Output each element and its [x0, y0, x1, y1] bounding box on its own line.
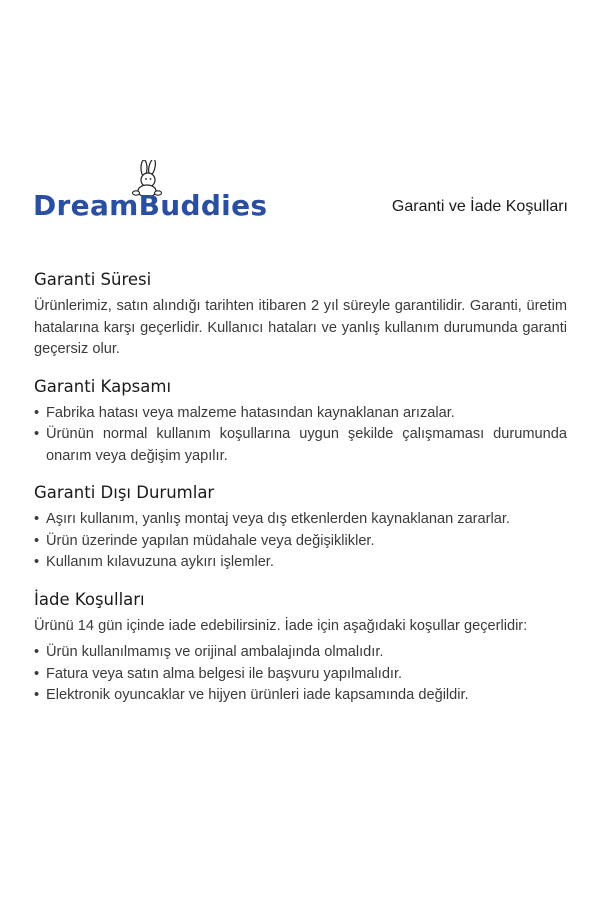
section-garanti-suresi [34, 268, 567, 361]
list-item [34, 509, 567, 531]
list-item-text: Fabrika hatası veya malzeme hatasından kaynaklanan arızalar. [46, 404, 455, 421]
list-item [34, 685, 567, 707]
bullet-marker: • [34, 687, 40, 703]
list-item-text: Kullanım kılavuzuna aykırı işlemler. [46, 554, 274, 570]
bullet-marker: • [34, 404, 40, 421]
list-item [34, 424, 567, 467]
bullet-marker: • [34, 665, 40, 682]
section-paragraph: Ürünü 14 gün içinde iade edebilirsiniz. İade için aşağıdaki koşullar geçerlidir: [34, 617, 528, 634]
section-heading: İade Koşulları [34, 589, 145, 609]
bullet-list [34, 642, 567, 707]
bullet-marker: • [34, 426, 40, 442]
section-paragraph: Ürünlerimiz, satın alındığı tarihten itibaren 2 yıl süreyle garantilidir. Garanti, üretim hatalarına karşı geçerlidir. Kullanıcı hataları ve yanlış kullanım durumunda garanti geçersiz olur. [34, 298, 567, 357]
page-header [0, 160, 600, 230]
list-item-text: Aşırı kullanım, yanlış montaj veya dış etkenlerden kaynaklanan zararlar. [46, 511, 510, 527]
list-item [34, 403, 567, 425]
bullet-marker: • [34, 644, 40, 660]
bullet-marker: • [34, 554, 40, 570]
list-item [34, 664, 567, 686]
list-item-text: Ürün üzerinde yapılan müdahale veya değişiklikler. [46, 532, 375, 549]
list-item [34, 531, 567, 553]
bullet-marker: • [34, 532, 40, 549]
section-garanti-kapsami [34, 375, 567, 468]
bullet-list [34, 509, 567, 574]
section-garanti-disi-durumlar [34, 481, 567, 574]
document-body [34, 268, 567, 721]
document-title: Garanti ve İade Koşulları [391, 198, 568, 215]
section-iade-kosullari [34, 588, 567, 707]
brand-logo [33, 160, 268, 230]
logo-text: DreamBuddies [33, 189, 268, 222]
bullet-marker: • [34, 511, 40, 527]
list-item-text: Ürün kullanılmamış ve orijinal ambalajında olmalıdır. [46, 644, 384, 660]
list-item-text: Fatura veya satın alma belgesi ile başvuru yapılmalıdır. [46, 665, 403, 682]
section-heading: Garanti Kapsamı [34, 376, 172, 396]
section-heading: Garanti Dışı Durumlar [34, 483, 215, 502]
list-item-text: Ürünün normal kullanım koşullarına uygun şekilde çalışmaması durumunda onarım veya değişim yapılır. [46, 426, 567, 464]
list-item [34, 552, 567, 574]
section-heading: Garanti Süresi [34, 270, 152, 289]
bullet-list [34, 403, 567, 468]
list-item-text: Elektronik oyuncaklar ve hijyen ürünleri iade kapsamında değildir. [46, 687, 469, 703]
list-item [34, 642, 567, 664]
